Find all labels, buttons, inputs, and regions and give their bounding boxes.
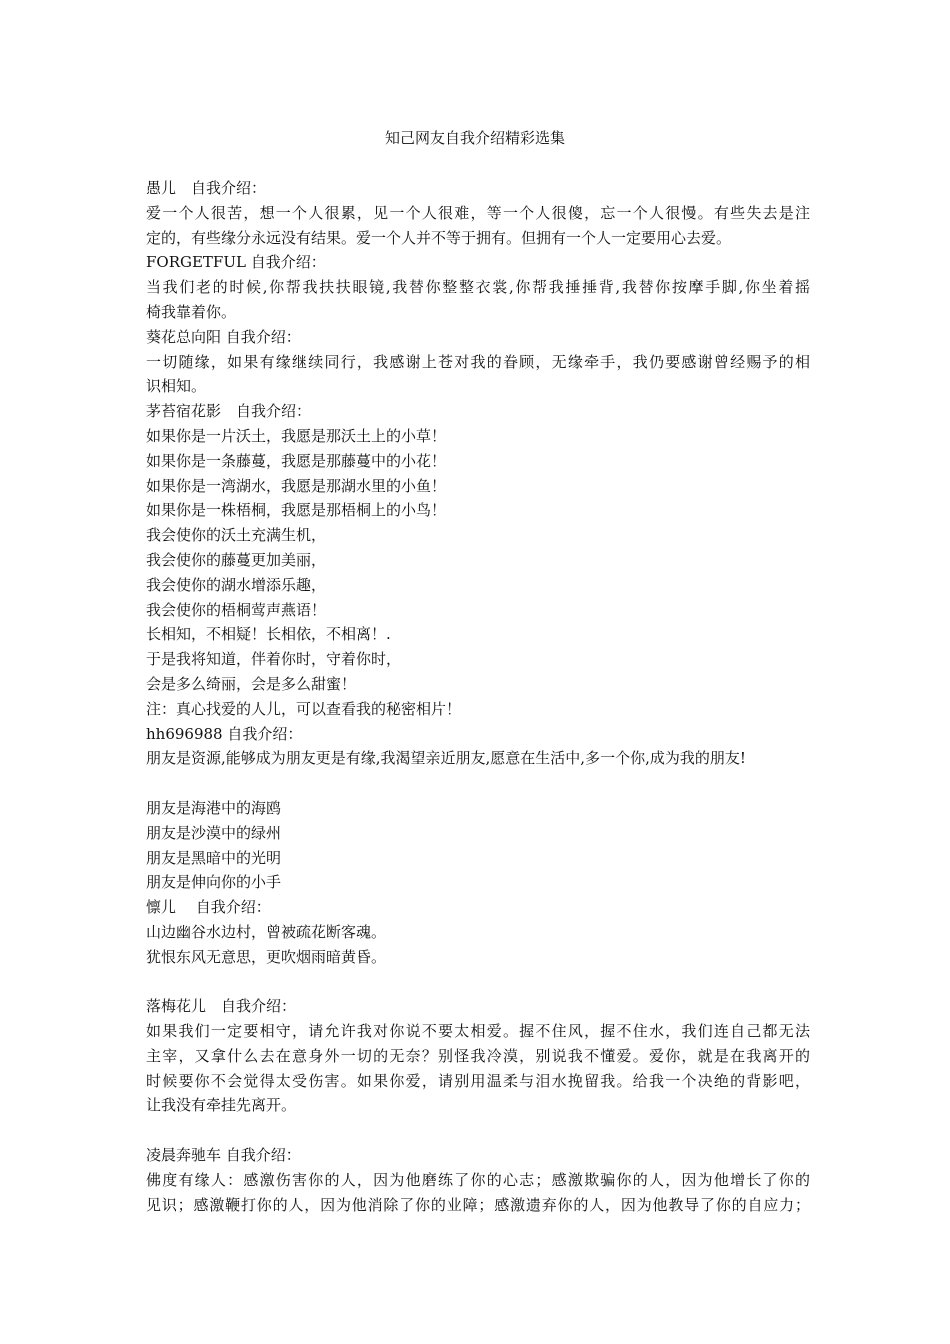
text-line: 我会使你的梧桐莺声燕语！ [146,600,327,619]
text-line: 我会使你的沃土充满生机， [146,526,327,545]
text-line: 会是多么绮丽，会是多么甜蜜！ [146,674,357,693]
text-line: 茅苔宿花影 自我介绍： [146,402,312,421]
text-line: 识相知。 [146,377,207,396]
text-line: 定的，有些缘分永远没有结果。爱一个人并不等于拥有。但拥有一个人一定要用心去爱。 [146,228,732,247]
blank-line [146,970,810,995]
text-line: 朋友是伸向你的小手 [146,873,282,892]
text-line: 山边幽谷水边村，曾被疏花断客魂。 [146,922,387,941]
text-line: 注：真心找爱的人儿，可以查看我的秘密相片！ [146,699,462,718]
text-line: 见识；感激鞭打你的人，因为他消除了你的业障；感激遗弃你的人，因为他教导了你的自应力； [146,1195,810,1214]
text-line: 我会使你的湖水增添乐趣， [146,575,327,594]
blank-line [146,771,810,796]
text-line: 一切随缘，如果有缘继续同行，我感谢上苍对我的眷顾，无缘牵手，我仍要感谢曾经赐予的相 [146,352,810,371]
text-line: 当我们老的时候,你帮我扶扶眼镜,我替你整整衣裳,你帮我捶捶背,我替你按摩手脚,你坐着摇 [146,278,810,297]
text-line: 如果我们一定要相守，请允许我对你说不要太相爱。握不住风，握不住水，我们连自己都无法 [146,1022,810,1041]
text-line: hh696988 自我介绍： [146,724,303,743]
text-line: FORGETFUL 自我介绍： [146,253,326,272]
blank-line [146,1118,810,1143]
text-line: 葵花总向阳 自我介绍： [146,327,301,346]
document-body [146,176,810,1217]
text-line: 朋友是黑暗中的光明 [146,848,282,867]
text-line: 于是我将知道，伴着你时，守着你时， [146,650,402,669]
text-line: 长相知，不相疑！长相依，不相离！. [146,625,391,644]
text-line: 椅我靠着你。 [146,302,237,321]
text-line: 我会使你的藤蔓更加美丽， [146,550,327,569]
text-line: 如果你是一条藤蔓，我愿是那藤蔓中的小花！ [146,451,447,470]
text-line: 懔儿 自我介绍： [146,898,271,917]
text-line: 爱一个人很苦，想一个人很累，见一个人很难，等一个人很傻，忘一个人很慢。有些失去是注 [146,203,810,222]
text-line: 愚儿 自我介绍： [146,179,267,197]
text-line: 如果你是一湾湖水，我愿是那湖水里的小鱼！ [146,476,447,495]
text-line: 犹恨东风无意思，更吹烟雨暗黄昏。 [146,947,387,966]
text-line: 凌晨奔驰车 自我介绍： [146,1146,301,1165]
text-line: 时候要你不会觉得太受伤害。如果你爱，请别用温柔与泪水挽留我。给我一个决绝的背影吧， [146,1071,810,1090]
document-title: 知己网友自我介绍精彩选集 [384,129,565,147]
text-line: 朋友是沙漠中的绿州 [146,823,282,842]
text-line: 让我没有牵挂先离开。 [146,1096,297,1115]
text-line: 如果你是一片沃土，我愿是那沃土上的小草！ [146,426,447,445]
text-line: 如果你是一株梧桐，我愿是那梧桐上的小鸟！ [146,501,447,520]
text-line: 主宰，又拿什么去在意身外一切的无奈？别怪我冷漠，别说我不懂爱。爱你，就是在我离开的 [146,1046,810,1065]
text-line: 佛度有缘人：感激伤害你的人，因为他磨练了你的心志；感激欺骗你的人，因为他增长了你的 [146,1170,810,1189]
text-line: 落梅花儿 自我介绍： [146,997,297,1016]
text-line: 朋友是资源,能够成为朋友更是有缘,我渴望亲近朋友,愿意在生活中,多一个你,成为我的朋友! [146,749,746,768]
text-line: 朋友是海港中的海鸥 [146,798,282,817]
